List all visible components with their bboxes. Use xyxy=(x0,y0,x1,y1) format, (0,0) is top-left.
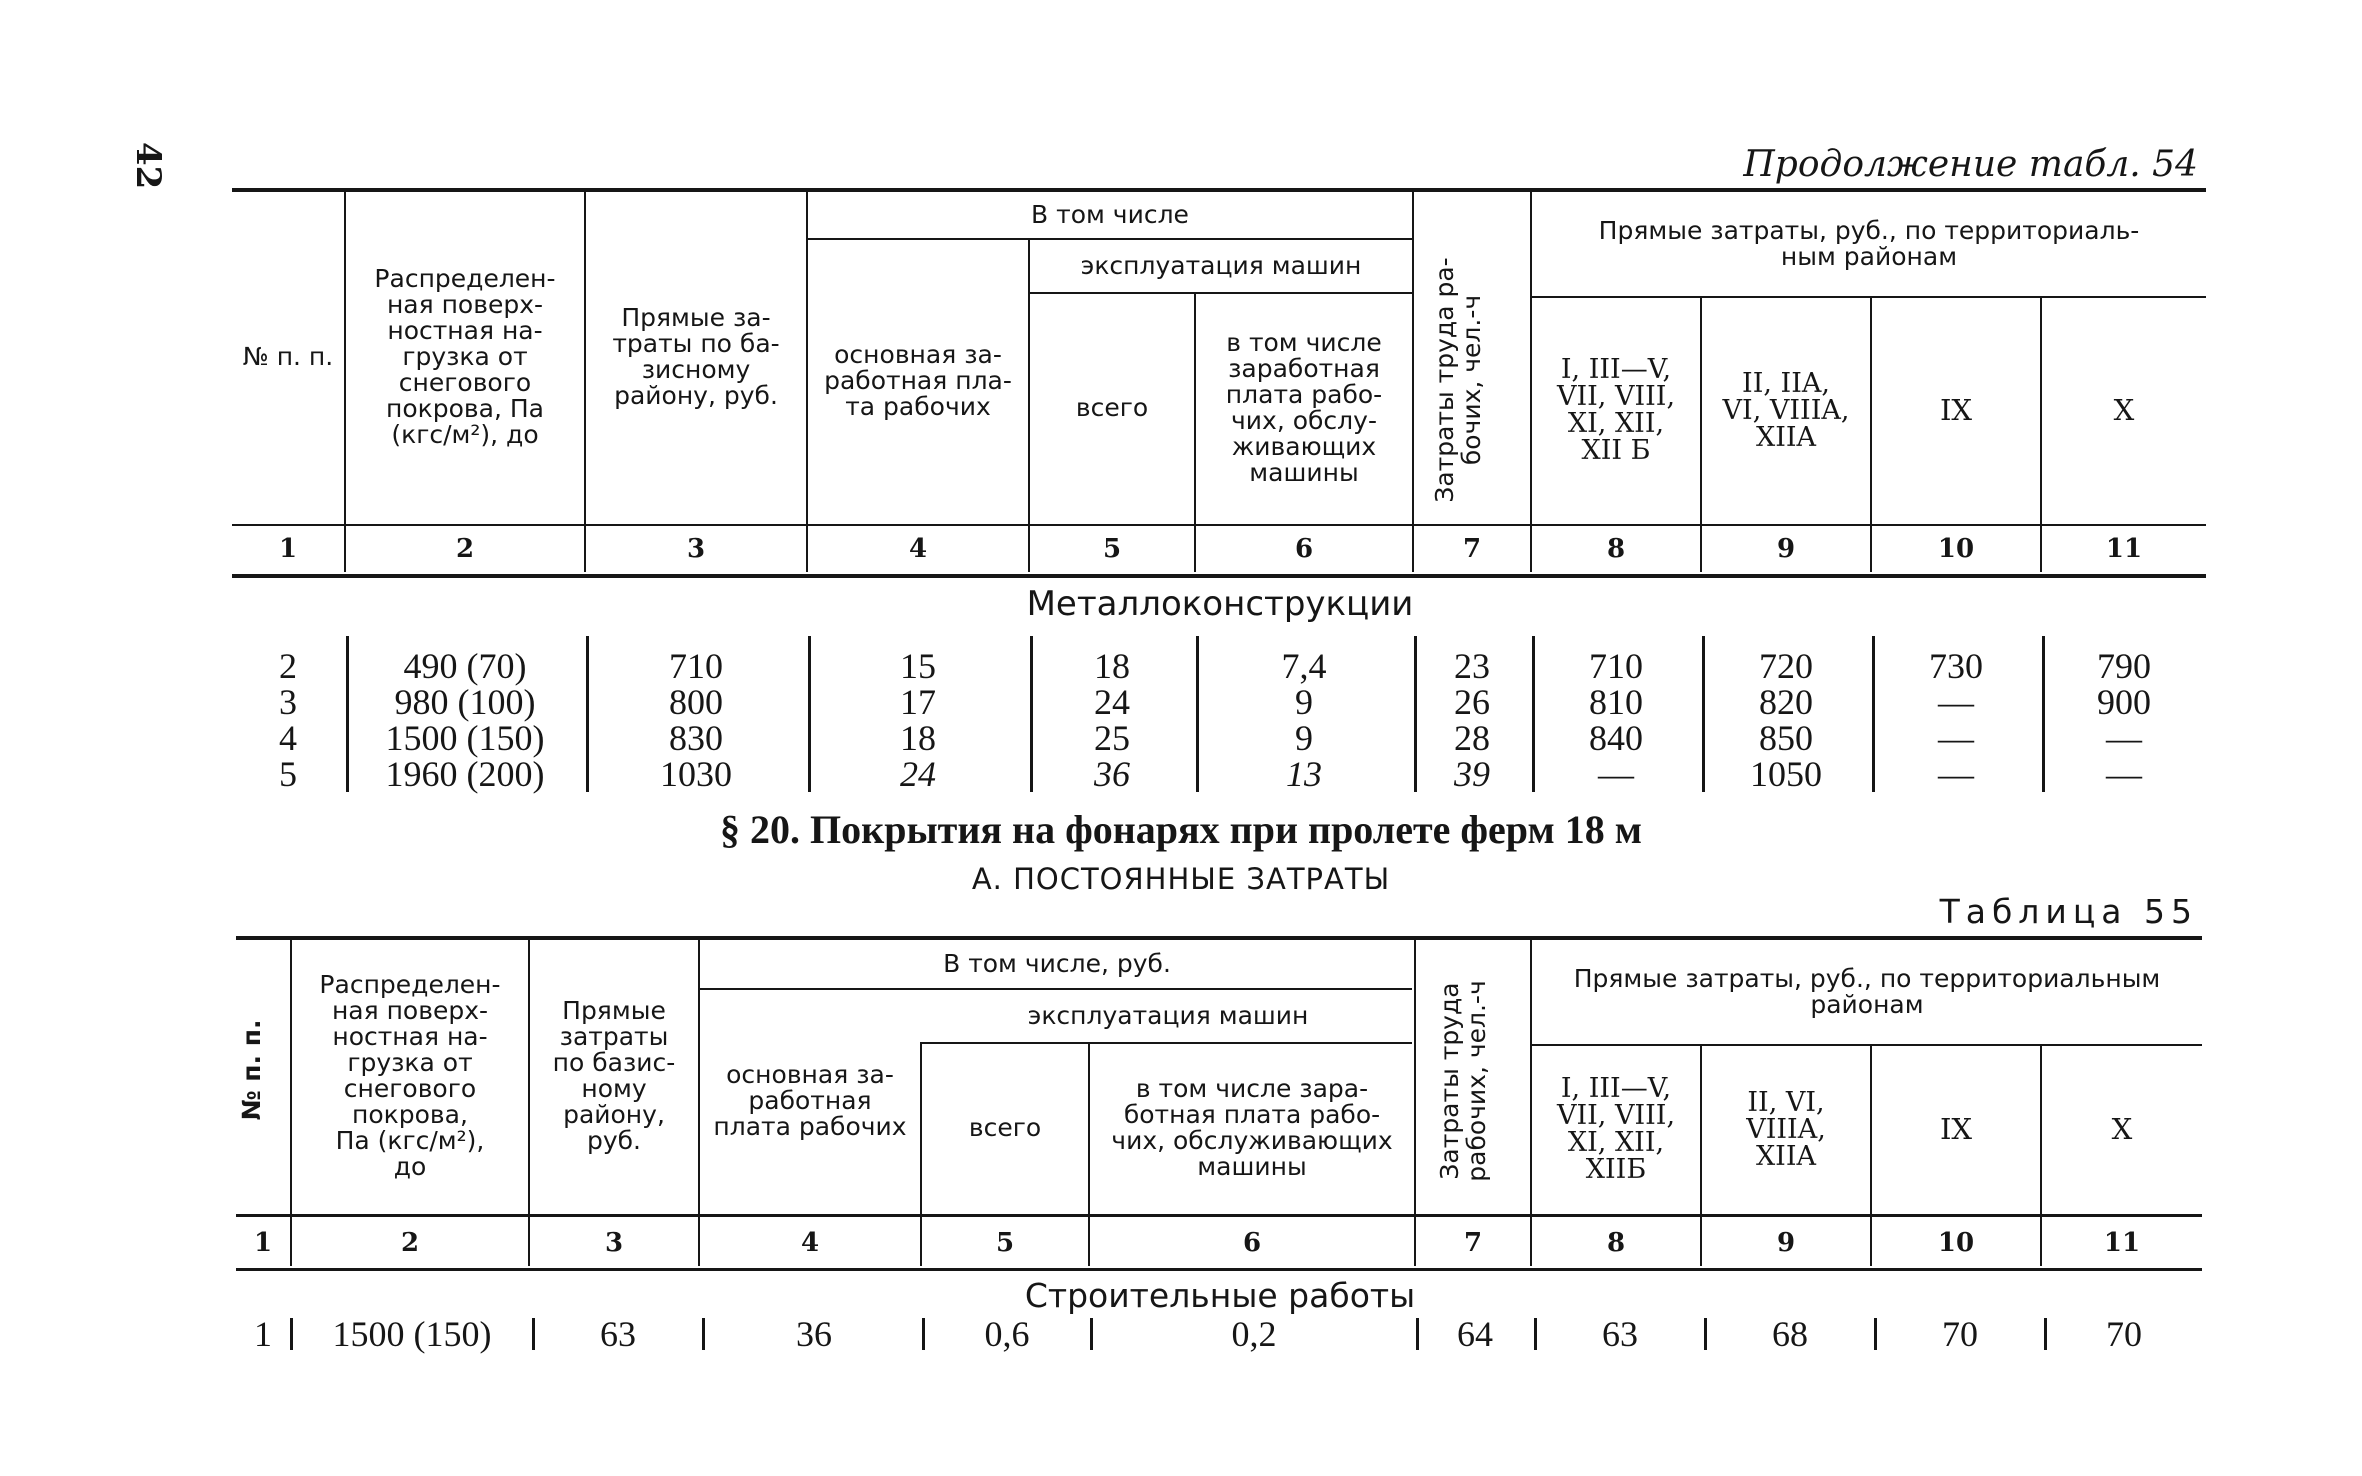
col-header-number: № п. п. xyxy=(237,1019,266,1121)
col-header-region-11: X xyxy=(2113,393,2135,427)
col-number: 8 xyxy=(1606,534,1626,564)
col-group-direct-regions: Прямые затраты, руб., по территориаль- ным районам xyxy=(1598,216,2140,271)
cell: 790 xyxy=(2097,646,2151,686)
cell: 17 xyxy=(900,682,936,722)
cell: 24 xyxy=(900,754,936,794)
col-header-region-8: I, III—V, VII, VIII, XI, XII, XIIБ xyxy=(1556,1073,1676,1185)
col-header-region-10: IX xyxy=(1939,393,1973,427)
col-header-region-10: IX xyxy=(1939,1112,1973,1146)
col-group-including: В том числе, руб. xyxy=(943,949,1171,978)
col-header-machines-total: всего xyxy=(968,1113,1042,1142)
col-number: 5 xyxy=(1102,534,1122,564)
group-title-metal: Металлоконструкции xyxy=(1026,584,1414,624)
cell: 0,2 xyxy=(1231,1314,1277,1354)
section-title: § 20. Покрытия на фонарях при пролете ферм 18 м xyxy=(720,807,1642,852)
col-number: 11 xyxy=(2105,534,2143,564)
cell: 63 xyxy=(1602,1314,1638,1354)
cell: 1 xyxy=(254,1314,272,1354)
col-number: 1 xyxy=(253,1228,273,1258)
cell: 1050 xyxy=(1750,754,1822,794)
cell: 820 xyxy=(1759,682,1813,722)
group-title-construction: Строительные работы xyxy=(1024,1276,1416,1315)
col-number: 5 xyxy=(995,1228,1015,1258)
col-number: 9 xyxy=(1776,534,1796,564)
col-header-machines-wages: в том числе заработная плата рабо- чих, обслу- живающих машины xyxy=(1225,328,1383,487)
cell: 840 xyxy=(1589,718,1643,758)
col-header-region-9: II, VI, VIIIA, XIIA xyxy=(1746,1086,1826,1172)
cell: 1030 xyxy=(660,754,732,794)
section-subtitle: А. ПОСТОЯННЫЕ ЗАТРАТЫ xyxy=(971,862,1391,896)
col-number: 11 xyxy=(2103,1228,2141,1258)
cell: 36 xyxy=(796,1314,832,1354)
cell: 900 xyxy=(2097,682,2151,722)
col-header-load: Распределен- ная поверх- ностная на- грузка от снегового покрова, Па (кгс/м²), до xyxy=(374,264,556,449)
cell: 63 xyxy=(600,1314,636,1354)
cell: 720 xyxy=(1759,646,1813,686)
col-number: 3 xyxy=(686,534,706,564)
col-number: 6 xyxy=(1242,1228,1262,1258)
col-number: 10 xyxy=(1937,1228,1975,1258)
col-number: 3 xyxy=(604,1228,624,1258)
cell: 2 xyxy=(279,646,297,686)
cell: 3 xyxy=(279,682,297,722)
col-header-region-8: I, III—V, VII, VIII, XI, XII, XII Б xyxy=(1556,354,1676,466)
cell: 28 xyxy=(1454,718,1490,758)
col-number: 4 xyxy=(800,1228,820,1258)
cell: 18 xyxy=(900,718,936,758)
col-header-region-9: II, IIA, VI, VIIIA, XIIA xyxy=(1722,367,1850,453)
cell: 15 xyxy=(900,646,936,686)
cell: 64 xyxy=(1457,1314,1493,1354)
continuation-title: Продолжение табл. 54 xyxy=(1743,144,2198,185)
cell: — xyxy=(1938,754,1974,794)
cell: 5 xyxy=(279,754,297,794)
cell: 710 xyxy=(669,646,723,686)
col-number: 7 xyxy=(1462,534,1482,564)
col-header-wages: основная за- работная плата рабочих xyxy=(713,1060,907,1141)
col-number: 2 xyxy=(455,534,475,564)
cell: 25 xyxy=(1094,718,1130,758)
cell: — xyxy=(2106,754,2142,794)
cell: 13 xyxy=(1286,754,1322,794)
col-header-region-11: X xyxy=(2111,1112,2133,1146)
col-group-machines: эксплуатация машин xyxy=(1027,1001,1309,1030)
col-number: 10 xyxy=(1937,534,1975,564)
col-group-machines: эксплуатация машин xyxy=(1080,251,1362,280)
col-header-labor: Затраты труда рабочих, чел.-ч xyxy=(1435,980,1491,1182)
cell: — xyxy=(1598,754,1634,794)
page-number: 42 xyxy=(128,142,168,190)
cell: 0,6 xyxy=(984,1314,1030,1354)
cell: 26 xyxy=(1454,682,1490,722)
cell: 7,4 xyxy=(1281,646,1327,686)
cell: 850 xyxy=(1759,718,1813,758)
cell: 1500 (150) xyxy=(385,718,545,758)
cell: 810 xyxy=(1589,682,1643,722)
cell: 39 xyxy=(1454,754,1490,794)
cell: — xyxy=(1938,718,1974,758)
col-header-direct-base: Прямые затраты по базис- ному району, руб. xyxy=(552,996,676,1155)
col-group-direct-regions: Прямые затраты, руб., по территориальным районам xyxy=(1573,964,2161,1019)
col-number: 8 xyxy=(1606,1228,1626,1258)
col-header-machines-wages: в том числе зара- ботная плата рабо- чих, обслуживающих машины xyxy=(1111,1074,1393,1181)
col-number: 9 xyxy=(1776,1228,1796,1258)
cell: 980 (100) xyxy=(394,682,536,722)
col-group-including: В том числе xyxy=(1031,200,1189,229)
col-header-labor: Затраты труда ра- бочих, чел.-ч xyxy=(1430,257,1486,503)
col-number: 2 xyxy=(400,1228,420,1258)
cell: 730 xyxy=(1929,646,1983,686)
table-label: Таблица 55 xyxy=(1939,892,2198,931)
cell: 800 xyxy=(669,682,723,722)
cell: — xyxy=(2106,718,2142,758)
cell: 18 xyxy=(1094,646,1130,686)
cell: 9 xyxy=(1295,682,1313,722)
cell: 70 xyxy=(1942,1314,1978,1354)
cell: 1500 (150) xyxy=(332,1314,492,1354)
col-header-machines-total: всего xyxy=(1075,393,1149,422)
col-header-load: Распределен- ная поверх- ностная на- грузка от снегового покрова, Па (кгс/м²), до xyxy=(319,970,501,1181)
cell: 830 xyxy=(669,718,723,758)
cell: 24 xyxy=(1094,682,1130,722)
col-number: 4 xyxy=(908,534,928,564)
col-number: 1 xyxy=(278,534,298,564)
cell: 710 xyxy=(1589,646,1643,686)
cell: 4 xyxy=(279,718,297,758)
cell: — xyxy=(1938,682,1974,722)
cell: 23 xyxy=(1454,646,1490,686)
cell: 68 xyxy=(1772,1314,1808,1354)
col-number: 7 xyxy=(1463,1228,1483,1258)
cell: 36 xyxy=(1094,754,1130,794)
col-number: 6 xyxy=(1294,534,1314,564)
cell: 9 xyxy=(1295,718,1313,758)
col-header-direct-base: Прямые за- траты по ба- зисному району, руб. xyxy=(612,303,780,410)
cell: 490 (70) xyxy=(403,646,527,686)
cell: 70 xyxy=(2106,1314,2142,1354)
col-header-wages: основная за- работная пла- та рабочих xyxy=(824,340,1012,421)
col-header-number: № п. п. xyxy=(242,342,334,371)
cell: 1960 (200) xyxy=(385,754,545,794)
